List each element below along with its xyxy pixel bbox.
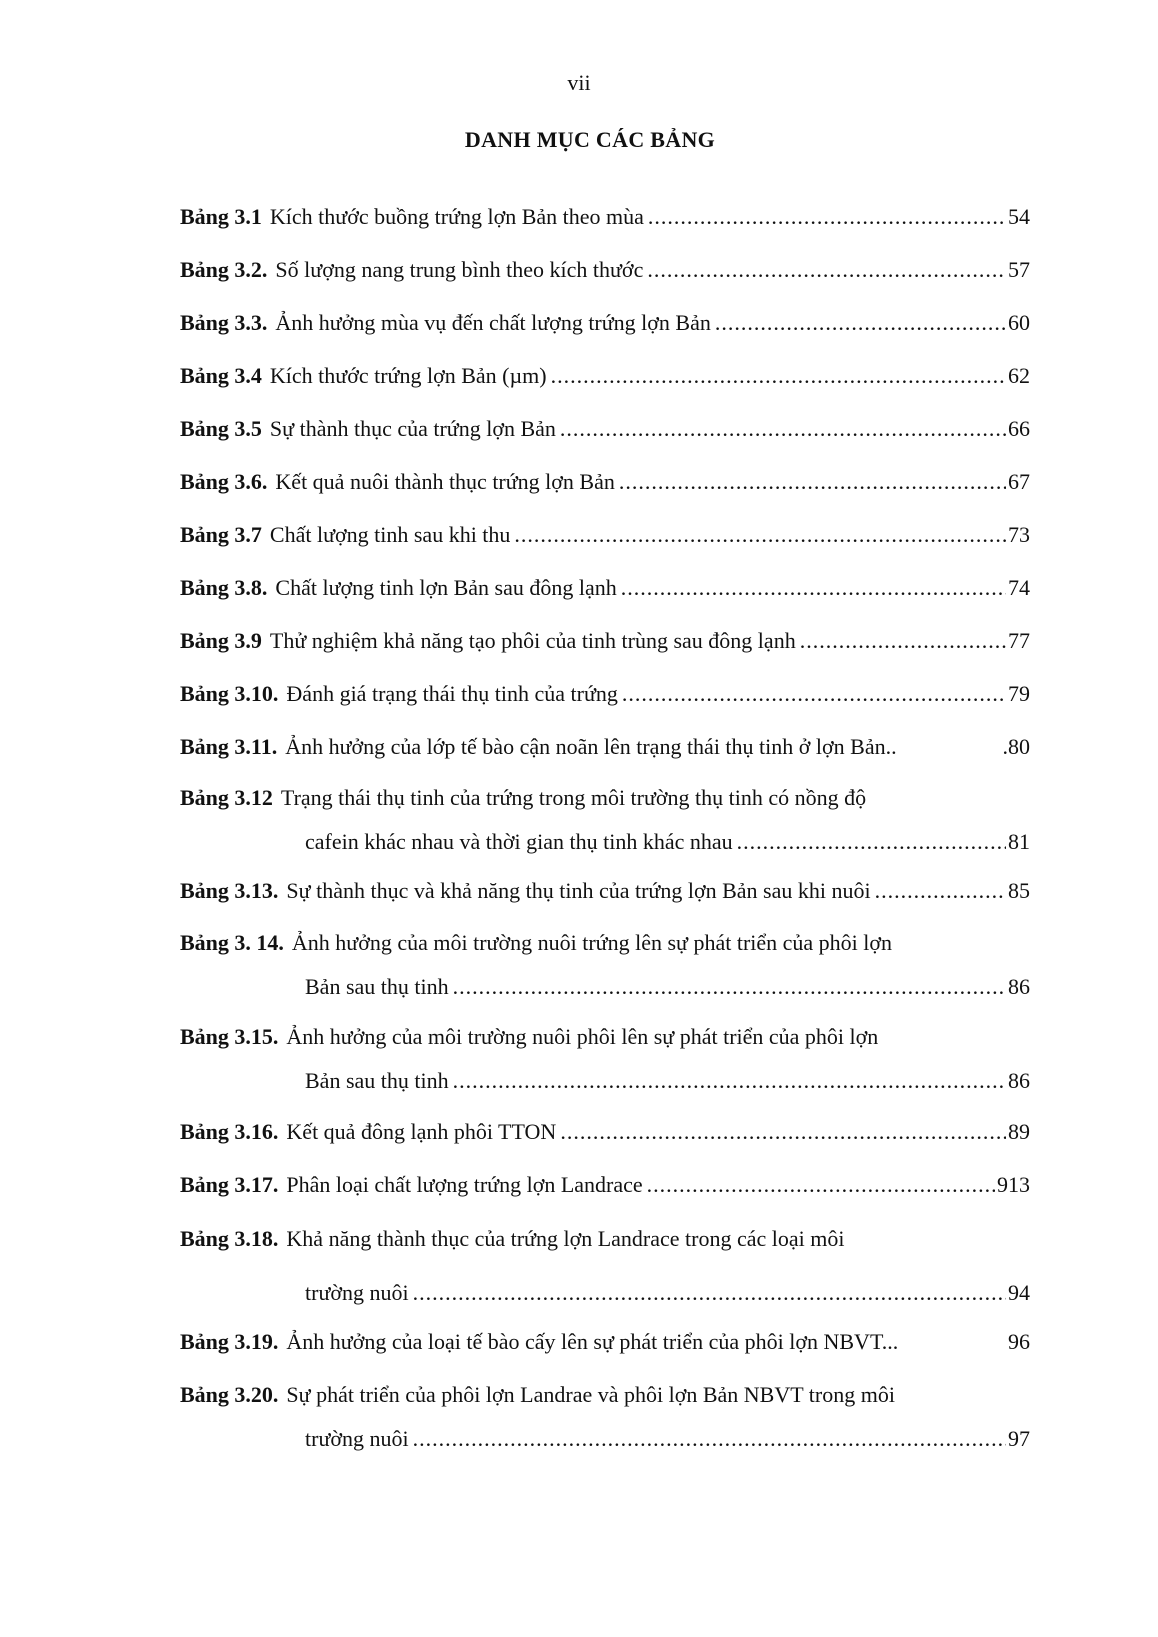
dot-leader bbox=[875, 869, 1006, 913]
entry-label: Bảng 3.9 bbox=[180, 628, 262, 653]
dot-leader bbox=[619, 460, 1006, 504]
entry-label: Bảng 3.20. bbox=[180, 1382, 279, 1407]
toc-entry[interactable] bbox=[180, 869, 1030, 913]
toc-entry[interactable] bbox=[180, 619, 1030, 663]
entry-title: Sự thành thục và khả năng thụ tinh của trứng lợn Bản sau khi nuôi bbox=[286, 878, 871, 903]
entry-label: Bảng 3.18. bbox=[180, 1226, 279, 1251]
dot-leader bbox=[647, 1163, 995, 1207]
page-title: DANH MỤC CÁC BẢNG bbox=[464, 127, 716, 152]
entry-title: Chất lượng tinh lợn Bản sau đông lạnh bbox=[275, 575, 617, 600]
entry-title: Khả năng thành thục của trứng lợn Landrace trong các loại môi bbox=[286, 1226, 845, 1251]
entry-title: Chất lượng tinh sau khi thu bbox=[269, 522, 511, 547]
entry-label: Bảng 3.3. bbox=[180, 310, 268, 335]
toc-entry[interactable] bbox=[180, 460, 1030, 504]
entry-page: 94 bbox=[1008, 1280, 1030, 1305]
entry-page: 60 bbox=[1008, 310, 1030, 335]
toc-entry[interactable] bbox=[180, 566, 1030, 610]
dot-leader bbox=[800, 619, 1006, 663]
toc-entry[interactable] bbox=[180, 248, 1030, 292]
entry-label: Bảng 3.10. bbox=[180, 681, 279, 706]
entry-page: 81 bbox=[1008, 829, 1030, 854]
toc-entry[interactable] bbox=[180, 1217, 1030, 1315]
entry-title: Sự phát triển của phôi lợn Landrae và phôi lợn Bản NBVT trong môi bbox=[286, 1382, 895, 1407]
entry-title-continued: trường nuôi bbox=[305, 1280, 409, 1305]
toc-entry[interactable] bbox=[180, 407, 1030, 451]
entry-title: Ảnh hưởng của loại tế bào cấy lên sự phát triển của phôi lợn NBVT... bbox=[286, 1329, 899, 1354]
entry-page: 96 bbox=[1008, 1329, 1030, 1354]
entry-page: 86 bbox=[1008, 1068, 1030, 1093]
dot-leader bbox=[715, 301, 1006, 345]
entry-title: Ảnh hưởng mùa vụ đến chất lượng trứng lợn Bản bbox=[275, 310, 711, 335]
entry-label: Bảng 3.19. bbox=[180, 1329, 279, 1354]
entry-page: 97 bbox=[1008, 1426, 1030, 1451]
entry-label: Bảng 3.11. bbox=[180, 734, 278, 759]
entry-page: 79 bbox=[1008, 681, 1030, 706]
toc-entry[interactable] bbox=[180, 776, 1030, 864]
entry-title: Trạng thái thụ tinh của trứng trong môi trường thụ tinh có nồng độ bbox=[280, 785, 867, 810]
dot-leader bbox=[560, 407, 1006, 451]
dot-leader bbox=[622, 672, 1006, 716]
toc-entry[interactable] bbox=[180, 513, 1030, 557]
entry-label: Bảng 3.16. bbox=[180, 1119, 279, 1144]
entry-title: Sự thành thục của trứng lợn Bản bbox=[269, 416, 556, 441]
toc-entry[interactable] bbox=[180, 725, 1030, 769]
entry-label: Bảng 3.17. bbox=[180, 1172, 279, 1197]
entry-page: 57 bbox=[1008, 257, 1030, 282]
entry-title: Ảnh hưởng của lớp tế bào cận noãn lên trạng thái thụ tinh ở lợn Bản.. bbox=[285, 734, 897, 759]
entry-title: Đánh giá trạng thái thụ tinh của trứng bbox=[286, 681, 618, 706]
entry-title-continued: Bản sau thụ tinh bbox=[305, 974, 449, 999]
entry-label: Bảng 3.6. bbox=[180, 469, 268, 494]
dot-leader bbox=[621, 566, 1006, 610]
entry-label: Bảng 3.12 bbox=[180, 785, 273, 810]
entry-page: 74 bbox=[1008, 575, 1030, 600]
entry-label: Bảng 3.8. bbox=[180, 575, 268, 600]
toc-entry[interactable] bbox=[180, 1320, 1030, 1364]
entry-page: 73 bbox=[1008, 522, 1030, 547]
dot-leader bbox=[647, 248, 1006, 292]
entry-label: Bảng 3.2. bbox=[180, 257, 268, 282]
dot-leader bbox=[413, 1417, 1006, 1461]
entry-title: Số lượng nang trung bình theo kích thước bbox=[275, 257, 644, 282]
entry-page: 54 bbox=[1008, 204, 1030, 229]
entry-title: Thử nghiệm khả năng tạo phôi của tinh trùng sau đông lạnh bbox=[269, 628, 796, 653]
toc-entry[interactable] bbox=[180, 1110, 1030, 1154]
toc-entry[interactable] bbox=[180, 1015, 1030, 1103]
entry-label: Bảng 3.7 bbox=[180, 522, 262, 547]
toc-entry[interactable] bbox=[180, 195, 1030, 239]
entry-page: 77 bbox=[1008, 628, 1030, 653]
entry-title-continued: trường nuôi bbox=[305, 1426, 409, 1451]
entry-title-continued: Bản sau thụ tinh bbox=[305, 1068, 449, 1093]
page-number: vii bbox=[567, 70, 591, 95]
entry-title: Ảnh hưởng của môi trường nuôi phôi lên sự phát triển của phôi lợn bbox=[286, 1024, 879, 1049]
entry-page: 85 bbox=[1008, 878, 1030, 903]
entry-title: Ảnh hưởng của môi trường nuôi trứng lên sự phát triển của phôi lợn bbox=[291, 930, 893, 955]
entry-label: Bảng 3.4 bbox=[180, 363, 262, 388]
entry-title: Kết quả nuôi thành thục trứng lợn Bản bbox=[275, 469, 615, 494]
toc-entry[interactable] bbox=[180, 1163, 1030, 1207]
toc-entry[interactable] bbox=[180, 354, 1030, 398]
entry-title: Kích thước trứng lợn Bản (µm) bbox=[269, 363, 547, 388]
entry-page: 66 bbox=[1008, 416, 1030, 441]
toc-entry[interactable] bbox=[180, 921, 1030, 1009]
dot-leader bbox=[453, 965, 1006, 1009]
entry-page: 913 bbox=[997, 1172, 1030, 1197]
entry-label: Bảng 3.5 bbox=[180, 416, 262, 441]
entry-page: 86 bbox=[1008, 974, 1030, 999]
toc-entry[interactable] bbox=[180, 1373, 1030, 1461]
toc-entry[interactable] bbox=[180, 672, 1030, 716]
dot-leader bbox=[551, 354, 1006, 398]
dot-leader bbox=[413, 1271, 1006, 1315]
toc-entry[interactable] bbox=[180, 301, 1030, 345]
entry-page: 67 bbox=[1008, 469, 1030, 494]
entry-label: Bảng 3.13. bbox=[180, 878, 279, 903]
entry-title: Kích thước buồng trứng lợn Bản theo mùa bbox=[269, 204, 644, 229]
entry-page: .80 bbox=[1002, 734, 1030, 759]
entry-page: 62 bbox=[1008, 363, 1030, 388]
entry-label: Bảng 3.1 bbox=[180, 204, 262, 229]
entry-title-continued: cafein khác nhau và thời gian thụ tinh khác nhau bbox=[305, 829, 733, 854]
entry-title: Phân loại chất lượng trứng lợn Landrace bbox=[286, 1172, 643, 1197]
dot-leader bbox=[737, 820, 1006, 864]
dot-leader bbox=[514, 513, 1006, 557]
entry-label: Bảng 3. 14. bbox=[180, 930, 284, 955]
entry-title: Kết quả đông lạnh phôi TTON bbox=[286, 1119, 557, 1144]
dot-leader bbox=[648, 195, 1006, 239]
dot-leader bbox=[560, 1110, 1006, 1154]
entry-page: 89 bbox=[1008, 1119, 1030, 1144]
entry-label: Bảng 3.15. bbox=[180, 1024, 279, 1049]
dot-leader bbox=[453, 1059, 1006, 1103]
